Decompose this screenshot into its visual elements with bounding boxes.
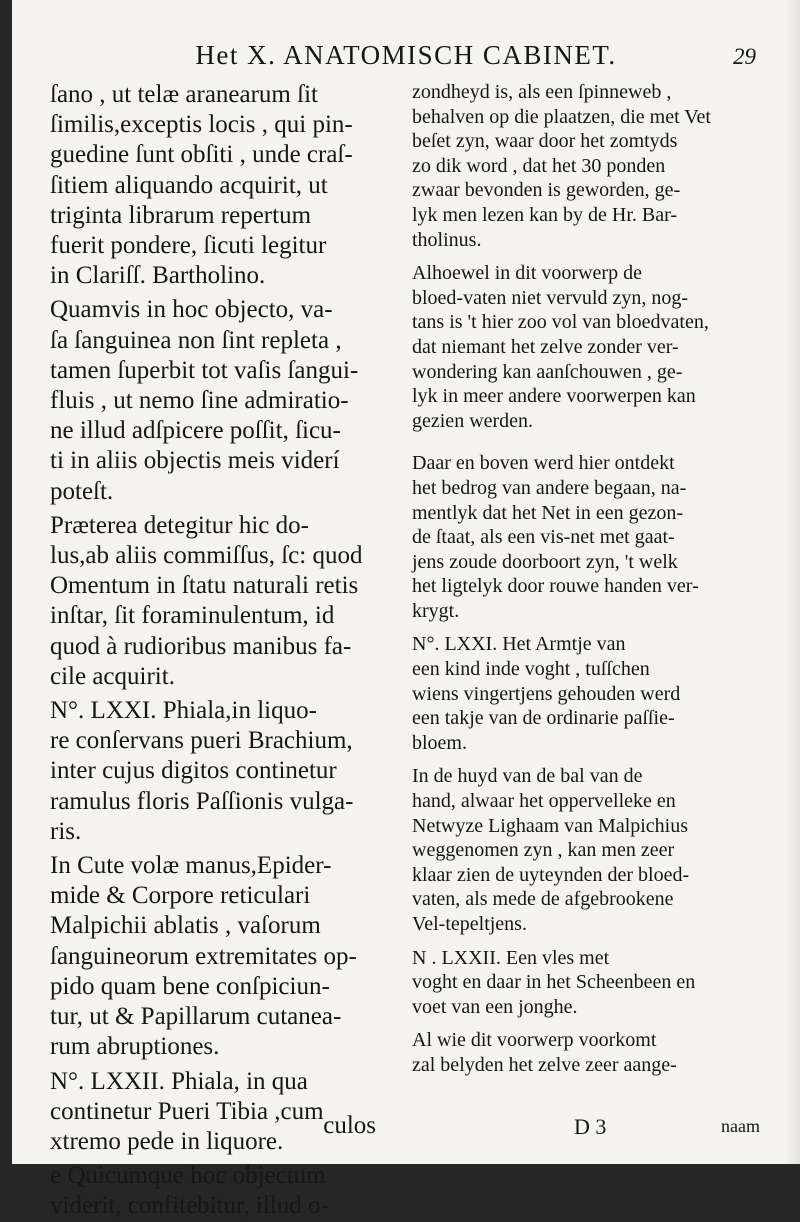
text-line: tholinus. (412, 228, 482, 251)
latin-paragraph (50, 1161, 400, 1221)
text-line: N . LXXII. Een vles met (412, 946, 610, 969)
latin-paragraph (50, 851, 400, 1062)
signature-mark: D 3 (574, 1114, 607, 1139)
latin-paragraph (50, 696, 400, 847)
text-line: ramulus floris Paſſionis vulga- (50, 787, 354, 815)
text-line: pido quam bene conſpiciun- (50, 972, 330, 1000)
page-edge-shadow (786, 0, 800, 1164)
text-line: gezien werden. (412, 409, 534, 432)
dutch-paragraph (412, 1028, 762, 1077)
latin-column (50, 80, 400, 1222)
text-line: zondheyd is, als een ſpinneweb , (412, 81, 672, 103)
text-line: rum abruptiones. (50, 1033, 220, 1061)
text-line: viderit, confitebitur, illud o- (50, 1192, 329, 1220)
text-line: quod à rudioribus manibus fa- (50, 632, 352, 660)
dutch-paragraph (412, 764, 762, 936)
text-line: weggenomen zyn , kan men zeer (412, 839, 675, 862)
dutch-paragraph (412, 80, 762, 252)
text-line: vaten, als mede de afgebrookene (412, 888, 674, 911)
text-line: bloem. (412, 731, 467, 754)
text-line: inter cujus digitos continetur (50, 757, 337, 785)
text-line: ſitiem aliquando acquirit, ut (50, 171, 328, 199)
text-line: zal belyden het zelve zeer aange- (412, 1053, 677, 1076)
dutch-column (412, 80, 762, 1078)
text-line: de ſtaat, als een vis-net met gaat- (412, 526, 675, 549)
text-line: hand, alwaar het oppervelleke en (412, 790, 676, 813)
text-line: een takje van de ordinarie paſſie- (412, 707, 675, 730)
text-line: ne illud adſpicere poſſit, ſicu- (50, 417, 341, 445)
text-line: inſtar, ſit foraminulentum, id (50, 602, 335, 630)
dutch-paragraph (412, 632, 762, 755)
text-line: een kind inde voght , tuſſchen (412, 658, 650, 681)
text-line: N°. LXXI. Phiala,in liquo- (50, 697, 317, 725)
text-line: klaar zien de uyteynden der bloed- (412, 863, 690, 886)
book-page (12, 0, 800, 1220)
text-line: N°. LXXI. Het Armtje van (412, 633, 626, 656)
latin-catchword: culos (323, 1112, 376, 1139)
dutch-paragraph (412, 946, 762, 1020)
text-line: re conſervans pueri Brachium, (50, 727, 353, 755)
page-number: 29 (733, 44, 756, 69)
text-line: guedine ſunt obſiti , unde craſ- (50, 141, 353, 169)
text-line: jens zoude doorboort zyn, 't welk (412, 550, 678, 573)
paragraph-gap (412, 433, 762, 451)
text-line: tamen ſuperbit tot vaſis ſangui- (50, 356, 359, 384)
page-footer (12, 1112, 800, 1142)
text-line: zwaar bevonden is geworden, ge- (412, 179, 681, 202)
text-line: N°. LXXII. Phiala, in qua (50, 1067, 308, 1095)
dutch-paragraph (412, 261, 762, 433)
text-line: Præterea detegitur hic do- (50, 511, 309, 539)
latin-paragraph (50, 511, 400, 692)
text-line: cile acquirit. (50, 662, 175, 690)
text-line: ſano , ut telæ aranearum ſit (50, 81, 318, 108)
text-line: continetur Pueri Tibia ,cum (50, 1097, 324, 1125)
text-line: ſimilis,exceptis locis , qui pin- (50, 111, 353, 139)
text-line: fuerit pondere, ſicuti legitur (50, 232, 327, 260)
text-line: Omentum in ſtatu naturali retis (50, 572, 359, 600)
text-line: Vel-tepeltjens. (412, 913, 527, 935)
latin-paragraph (50, 80, 400, 291)
text-line: lus,ab aliis commiſſus, ſc: quod (50, 542, 363, 570)
text-line: poteſt. (50, 477, 114, 505)
text-line: fluis , ut nemo ſine admiratio- (50, 387, 349, 415)
text-line: dat niemant het zelve zonder ver- (412, 335, 679, 358)
text-line: ſanguineorum extremitates op- (50, 942, 357, 970)
text-line: Quamvis in hoc objecto, va- (50, 296, 333, 324)
text-line: Alhoewel in dit voorwerp de (412, 262, 642, 285)
text-line: het bedrog van andere begaan, na- (412, 476, 687, 499)
text-line: voght en daar in het Scheenbeen en (412, 971, 696, 994)
text-line: bloed-vaten niet vervuld zyn, nog- (412, 286, 689, 309)
text-line: tans is 't hier zoo vol van bloedvaten, (412, 311, 709, 334)
dutch-catchword: naam (721, 1116, 760, 1136)
latin-paragraph (50, 295, 400, 506)
text-line: ris. (50, 817, 82, 845)
text-line: zo dik word , dat het 30 ponden (412, 154, 666, 177)
text-line: In Cute volæ manus,Epider- (50, 852, 332, 880)
text-line: beſet zyn, waar door het zomtyds (412, 130, 678, 153)
running-head: Het X. ANATOMISCH CABINET. (195, 40, 617, 70)
text-line: Malpichii ablatis , vaſorum (50, 912, 321, 940)
page-header (12, 40, 800, 76)
text-line: mentlyk dat het Net in een gezon- (412, 501, 684, 524)
text-line: e Quicumque hoc objectum (50, 1162, 326, 1190)
text-line: het ligtelyk door rouwe handen ver- (412, 575, 699, 598)
text-line: lyk men lezen kan by de Hr. Bar- (412, 203, 678, 226)
text-line: krygt. (412, 599, 460, 622)
text-line: in Clariſſ. Bartholino. (50, 262, 266, 290)
text-line: wondering kan aanſchouwen , ge- (412, 360, 683, 383)
text-line: behalven op die plaatzen, die met Vet (412, 105, 711, 128)
text-line: wiens vingertjens gehouden werd (412, 682, 681, 705)
text-line: Al wie dit voorwerp voorkomt (412, 1029, 657, 1052)
dutch-paragraph (412, 451, 762, 623)
text-line: Netwyze Lighaam van Malpichius (412, 814, 689, 837)
text-line: In de huyd van de bal van de (412, 765, 643, 788)
text-line: voet van een jonghe. (412, 995, 578, 1018)
text-line: Daar en boven werd hier ontdekt (412, 452, 675, 475)
text-line: ſa ſanguinea non ſint repleta , (50, 326, 342, 354)
text-line: triginta librarum repertum (50, 201, 312, 229)
text-line: lyk in meer andere voorwerpen kan (412, 385, 696, 408)
text-line: mide & Corpore reticulari (50, 882, 311, 910)
text-line: xtremo pede in liquore. (50, 1127, 284, 1155)
text-line: tur, ut & Papillarum cutanea- (50, 1003, 342, 1031)
text-line: ti in aliis objectis meis viderí (50, 447, 340, 475)
